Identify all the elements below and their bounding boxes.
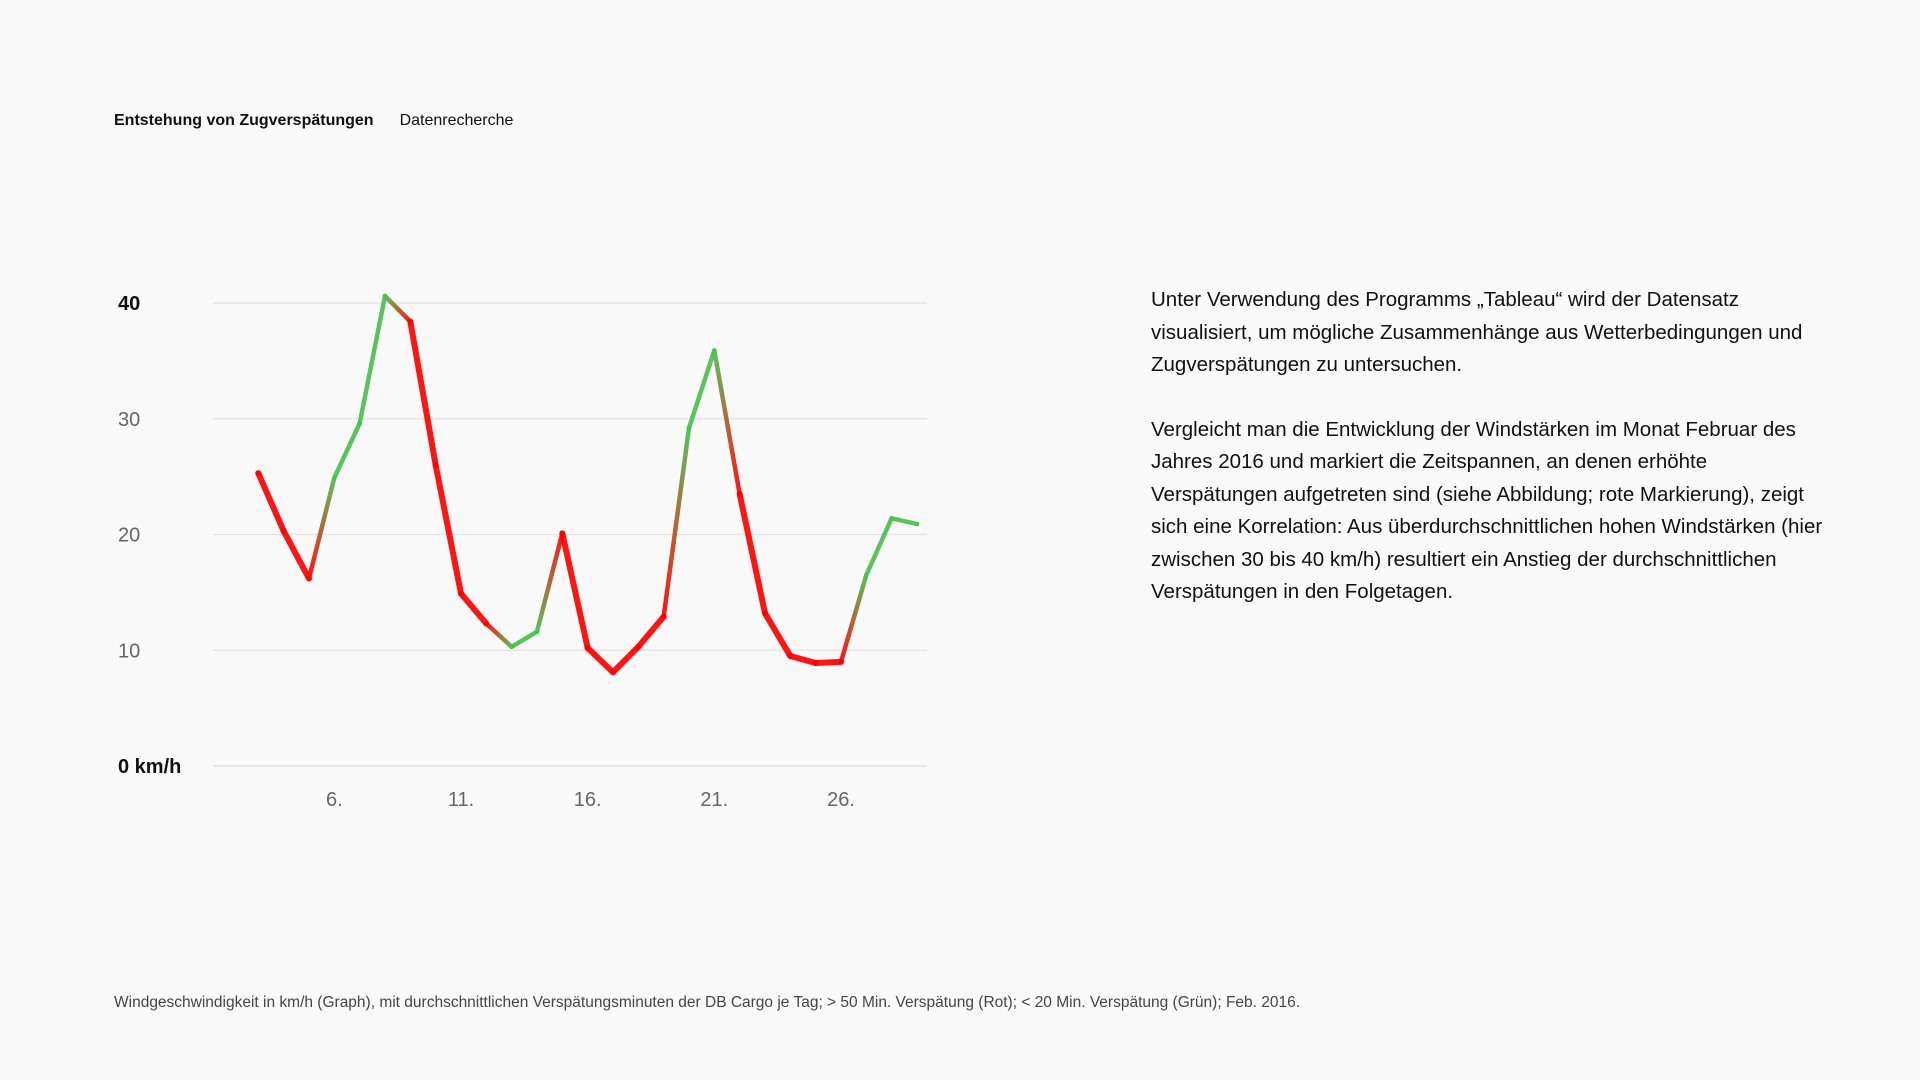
data-point [687, 426, 691, 430]
line-segment [866, 518, 891, 575]
line-segment [486, 624, 511, 647]
line-segment [309, 478, 334, 579]
line-segment [436, 465, 461, 593]
x-tick-label: 11. [447, 789, 475, 811]
line-segment [638, 617, 663, 647]
line-segment [765, 613, 790, 656]
data-point [458, 591, 464, 597]
data-point [889, 516, 893, 520]
line-segment [816, 662, 841, 663]
data-point [636, 644, 642, 650]
y-tick-label: 30 [118, 408, 141, 431]
data-point [788, 653, 794, 659]
data-point [915, 522, 919, 526]
line-segment [664, 428, 689, 617]
data-point [509, 645, 513, 649]
data-point [762, 610, 768, 616]
data-point [864, 573, 868, 577]
data-point [585, 645, 591, 651]
line-segment [537, 533, 562, 631]
line-segment [385, 296, 410, 321]
line-segment [740, 494, 765, 613]
line-segment [714, 350, 739, 494]
chart-caption: Windgeschwindigkeit in km/h (Graph), mit durchschnittlichen Verspätungsminuten der DB Cargo je Tag; > 50 Min. Verspätung (Rot); < 20 Min. Verspätung (Grün); Feb. 2016. [114, 994, 1301, 1011]
description-text [1151, 284, 1831, 641]
line-segment [258, 473, 283, 531]
data-point [560, 531, 566, 537]
line-segment [461, 594, 486, 624]
page-title: Entstehung von Zugverspätungen [114, 112, 374, 129]
line-segment [284, 531, 309, 578]
x-tick-label: 26. [827, 789, 855, 811]
page-subtitle: Datenrecherche [399, 112, 514, 129]
x-tick-label: 21. [700, 789, 729, 811]
y-tick-label: 10 [118, 640, 141, 663]
y-tick-label: 20 [118, 524, 141, 547]
data-point [281, 528, 287, 534]
x-tick-label: 16. [573, 789, 602, 811]
data-point [610, 669, 616, 675]
description-paragraph-2: Vergleicht man die Entwicklung der Windstärken im Monat Februar des Jahres 2016 und markiert die Zeitspannen, an denen erhöhte Verspätungen aufgetreten sind (siehe Abbildung; rote Markierung), zeigt sich eine Korrelation: Aus überdurchschnittlichen hohen Windstärken (hier zwischen 30 bis 40 km/h) resultiert ein Anstieg der durchschnittlichen Verspätungen in den Folgetagen. [1151, 417, 1823, 603]
data-point [408, 319, 414, 325]
x-tick-label: 6. [325, 789, 343, 811]
data-point [535, 630, 539, 634]
data-point [306, 576, 312, 582]
line-segment [892, 518, 917, 524]
data-point [256, 470, 262, 476]
data-point [383, 294, 387, 298]
line-segment [689, 350, 714, 428]
y-tick-label: 0 km/h [118, 756, 182, 778]
data-point [433, 462, 439, 468]
line-segment [562, 533, 587, 648]
line-segment [588, 648, 613, 672]
line-segment [360, 296, 385, 423]
data-point [737, 491, 743, 497]
line-segment [790, 656, 815, 663]
data-point [712, 348, 716, 352]
line-segment [410, 322, 435, 466]
line-segment [512, 632, 537, 647]
line-segment [334, 423, 359, 477]
y-tick-label: 40 [118, 293, 141, 315]
data-point [357, 421, 361, 425]
data-point [332, 476, 336, 480]
line-segment [841, 575, 866, 662]
data-point [484, 621, 490, 627]
description-paragraph-1: Unter Verwendung des Programms „Tableau“ wird der Datensatz visualisiert, um mögliche Zusammenhänge aus Wetterbedingungen und Zugverspätungen zu untersuchen. [1151, 288, 1803, 376]
data-point [838, 659, 844, 665]
data-point [661, 614, 667, 620]
data-point [813, 660, 819, 666]
